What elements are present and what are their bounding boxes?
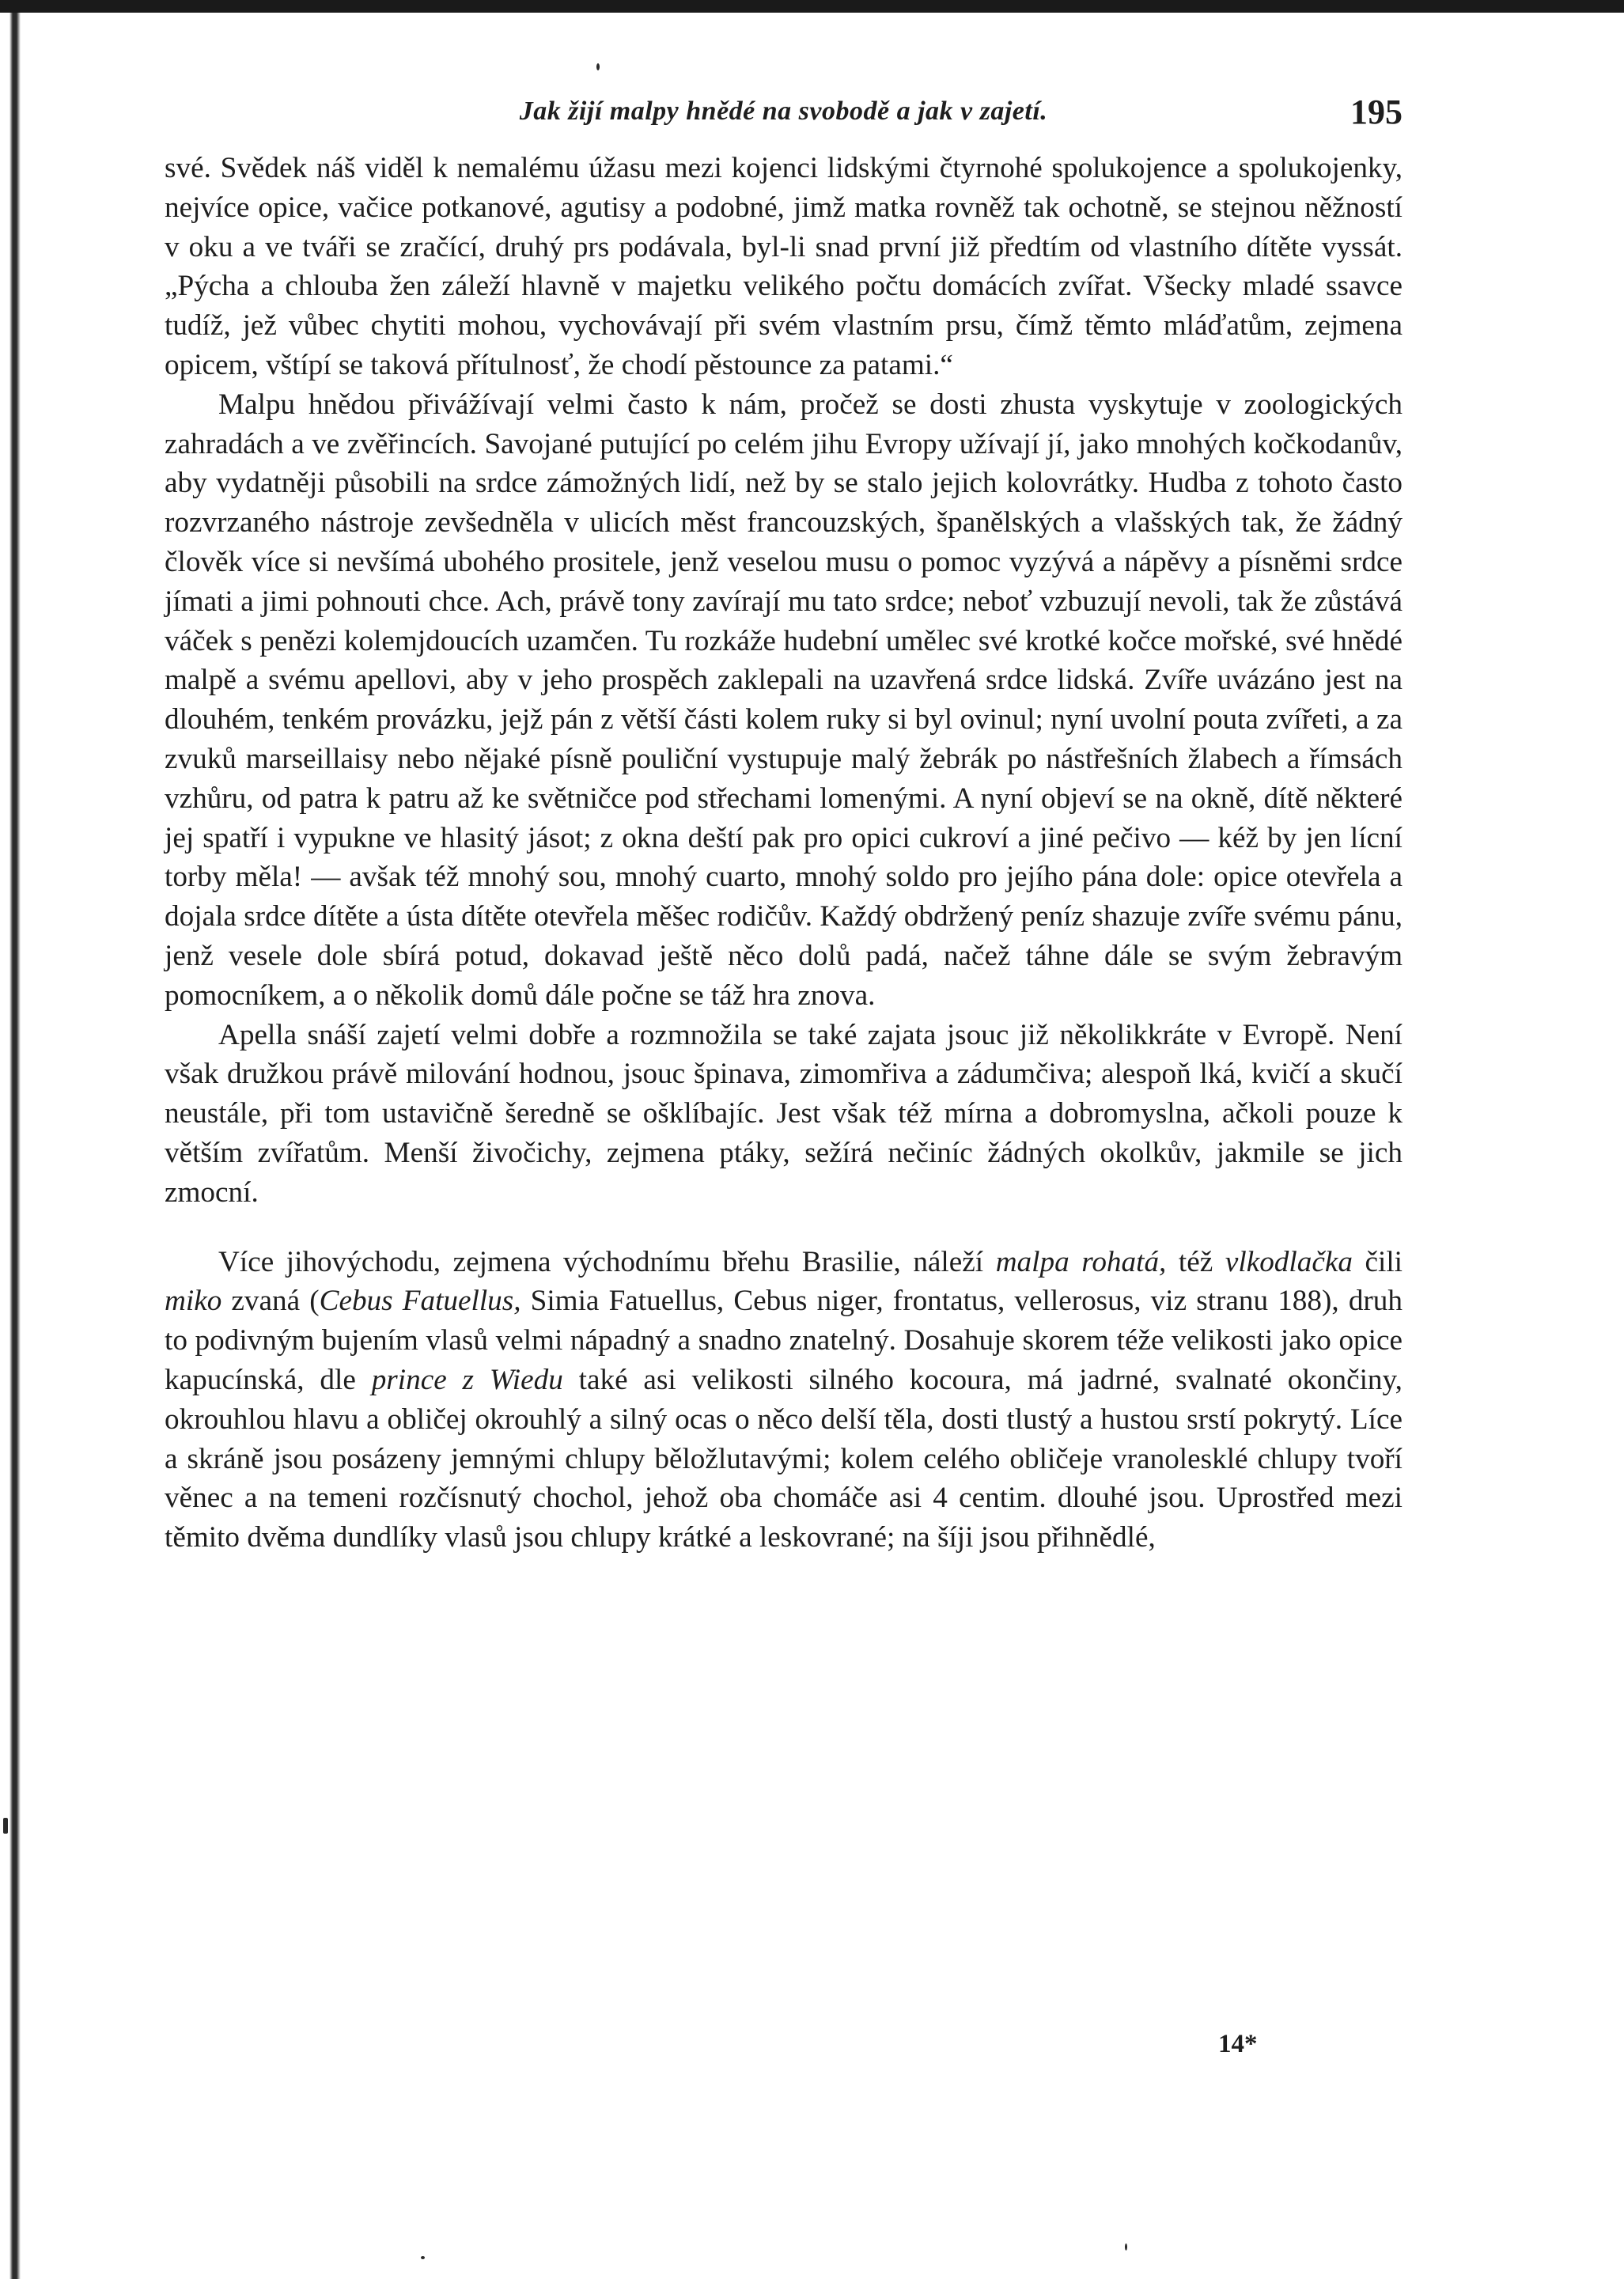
- paragraph-1: [165, 149, 1403, 385]
- paragraph-text: zvaná (: [221, 1285, 320, 1318]
- scan-speck: [596, 63, 600, 70]
- book-page: [165, 85, 1403, 1558]
- paragraph-text: také asi velikosti silného kocoura, má jadrné, svalnaté okončiny, okrouhlou hlavu a obličej okrouhlý a silný ocas o něco delší těla, dosti tlustý a hustou srstí pokrytý. Líce a skráně jsou posázeny jemnými chlupy běložlutavými; kolem celého obličeje vranolesklé chlupy tvoří věnec a na temeni rozčísnutý chochol, jehož oba chomáče asi 4 centim. dlouhé jsou. Uprostřed mezi těmito dvěma dundlíky vlasů jsou chlupy krátké a leskovrané; na šíji jsou přihnědlé,: [165, 1363, 1403, 1554]
- paragraph-3: [165, 1016, 1403, 1213]
- paragraph-text: též: [1166, 1245, 1225, 1278]
- paragraph-text: své. Svědek náš viděl k nemalému úžasu mezi kojenci lidskými čtyrnohé spolukojence a spolukojenky, nejvíce opice, vačice potkanové, agutisy a podobné, jimž matka rovněž tak ochotně, se stejnou něžností v oku a ve tváři se zračící, druhý prs podávala, byl-li snad první již předtím od vlastního dítěte vyssát. „Pýcha a chlouba žen záleží hlavně v majetku velikého počtu domácích zvířat. Všecky mladé ssavce tudíž, jež vůbec chytiti mohou, vychovávají při svém vlastním prsu, čímž těmto mláďatům, zejmena opicem, vštípí se taková přítulnosť, že chodí pěstounce za patami.“: [165, 152, 1403, 381]
- paragraph-2: [165, 385, 1403, 1016]
- species-name-italic: vlkodlačka: [1225, 1245, 1353, 1278]
- author-name-italic: prince z Wiedu: [371, 1363, 563, 1396]
- scan-binding-edge: [0, 0, 24, 2279]
- scan-speck: [1125, 2243, 1127, 2251]
- signature-mark: 14*: [1218, 2030, 1258, 2058]
- scan-speck: [421, 2256, 425, 2259]
- running-title: Jak žijí malpy hnědé na svobodě a jak v zajetí.: [519, 97, 1048, 126]
- paragraph-text: čili: [1352, 1245, 1403, 1278]
- paragraph-text: Více jihovýchodu, zejmena východnímu břehu Brasilie, náleží: [218, 1245, 996, 1278]
- page-number: 195: [1350, 93, 1403, 131]
- species-name-italic: malpa rohatá,: [995, 1245, 1167, 1278]
- scan-speck: [3, 1818, 8, 1834]
- latin-name-italic: Cebus Fatuellus,: [319, 1285, 521, 1318]
- paragraph-text: Apella snáší zajetí velmi dobře a rozmnožila se také zajata jsouc již několikkráte v Evropě. Není však družkou právě milování hodnou, jsouc špinava, zimomřiva a zádumčiva; alespoň lká, kvičí a skučí neustále, při tom ustavičně šeredně se ošklíbajíc. Jest však též mírna a dobromyslna, ačkoli pouze k větším zvířatům. Menší živočichy, zejmena ptáky, sežírá nečiníc žádných okolkův, jakmile se jich zmocní.: [165, 1018, 1403, 1209]
- running-head: [165, 85, 1403, 138]
- scan-top-edge: [0, 0, 1624, 13]
- paragraph-text: Malpu hnědou přivážívají velmi často k nám, pročež se dosti zhusta vyskytuje v zoologických zahradách a ve zvěřincích. Savojané putující po celém jihu Evropy užívají jí, jako mnohých kočkodanův, aby vydatněji působili na srdce zámožných lidí, než by se stalo jejich kolovrátky. Hudba z tohoto často rozvrzaného nástroje zevšedněla v ulicích měst francouzských, španělských a vlašských tak, že žádný člověk více si nevšímá ubohého prositele, jenž veselou musu o pomoc vyzývá a nápěvy a písněmi srdce jímati a jimi pohnouti chce. Ach, právě tony zavírají mu tato srdce; neboť vzbuzují nevoli, tak že zůstává váček s penězi kolemjdoucích uzamčen. Tu rozkáže hudební umělec své krotké kočce mořské, své hnědé malpě a svému apellovi, aby v jeho prospěch zaklepali na uzavřená srdce lidská. Zvíře uvázáno jest na dlouhém, tenkém provázku, jejž pán z větší části kolem ruky si byl ovinul; nyní uvolní pouta zvířeti, a za zvuků marseillaisy nebo nějaké písně pouliční vystupuje malý žebrák po nástřešních žlabech a římsách vzhůru, od patra k patru až ke světničce pod střechami lomenými. A nyní objeví se na okně, dítě některé jej spatří i vypukne ve hlasitý jásot; z okna deští pak pro opici cukroví a jiné pečivo — kéž by jen lícní torby měla! — avšak též mnohý sou, mnohý cuarto, mnohý soldo pro jejího pána dole: opice otevřela a dojala srdce dítěte a ústa dítěte otevřela měšec rodičův. Každý obdržený peníz shazuje zvíře svému pánu, jenž vesele dole sbírá potud, dokavad ještě něco dolů padá, načež táhne dále se svým žebravým pomocníkem, a o několik domů dále počne se táž hra znova.: [165, 388, 1403, 1012]
- paragraph-text: Simia Fatuellus, Cebus niger, frontatus, vellerosus, viz stranu 188), druh to podivným bujením vlasů velmi nápadný a snadno znatelný. Dosahuje skorem téže velikosti jako opice kapucínská, dle: [165, 1285, 1403, 1396]
- paragraph-4: [165, 1243, 1403, 1558]
- species-name-italic: miko: [165, 1285, 222, 1318]
